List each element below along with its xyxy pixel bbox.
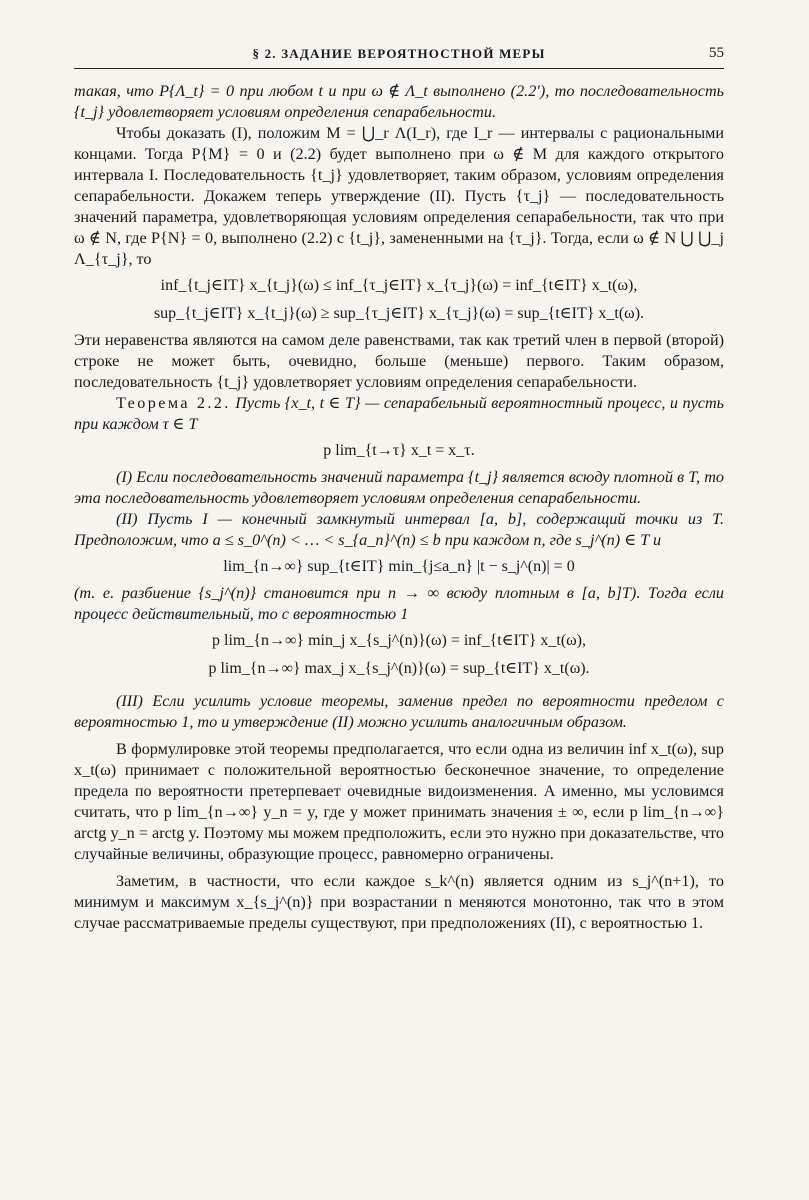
formula-line: p lim_{n→∞} min_j x_{s_j^(n)}(ω) = inf_{t∈IT} x_t(ω), bbox=[212, 632, 586, 649]
theorem-statement bbox=[74, 393, 724, 435]
theorem-part-i: (I) Если последовательность значений параметра {t_j} является всюду плотной в T, то эта последовательность удовлетворяет условиям определения сепарабельности. bbox=[74, 468, 724, 507]
paragraph-4: В формулировке этой теоремы предполагается, что если одна из величин inf x_t(ω), sup x_t(ω) принимает с положительной вероятностью бесконечное значение, то определение предела по вероятности претерпевает очевидные видоизменения. А именно, мы условимся считать, что p lim_{n→∞} y_n = y, где y может принимать значения ± ∞, если p lim_{n→∞} arctg y_n = arctg y. Поэтому мы можем предположить, если это нужно при доказательстве, что случайные величины, образующие процесс, равномерно ограничены. bbox=[74, 740, 724, 863]
page-header bbox=[74, 42, 724, 69]
theorem-intro: Пусть {x_t, t ∈ T} — сепарабельный вероятностный процесс, и пусть при каждом τ ∈ T bbox=[74, 394, 725, 433]
page-number: 55 bbox=[709, 45, 724, 61]
theorem-part-iii: (III) Если усилить условие теоремы, заменив предел по вероятности пределом с вероятностью 1, то и утверждение (II) можно усилить аналогичным образом. bbox=[74, 692, 724, 731]
formula-line: lim_{n→∞} sup_{t∈IT} min_{j≤a_n} |t − s_j^(n)| = 0 bbox=[223, 558, 575, 575]
formula-min-max bbox=[74, 631, 724, 679]
theorem-part-ii: (II) Пусть I — конечный замкнутый интервал [a, b], содержащий точки из T. Предположим, что a ≤ s_0^(n) < … < s_{a_n}^(n) ≤ b при каждом n, где s_j^(n) ∈ T и bbox=[74, 510, 724, 549]
paragraph-5: Заметим, в частности, что если каждое s_k^(n) является одним из s_j^(n+1), то минимум и максимум x_{s_j^(n)} при возрастании n меняются монотонно, так что в этом случае рассматриваемые пределы существуют, при предположениях (II), с вероятностью 1. bbox=[74, 872, 724, 932]
formula-line: sup_{t_j∈IT} x_{t_j}(ω) ≥ sup_{τ_j∈IT} x_{τ_j}(ω) = sup_{t∈IT} x_t(ω). bbox=[153, 305, 645, 322]
book-page bbox=[74, 42, 724, 934]
theorem-name: Теорема 2.2. bbox=[116, 394, 231, 412]
formula-inf-sup bbox=[74, 276, 724, 324]
formula-line: p lim_{t→τ} x_t = x_τ. bbox=[323, 442, 475, 459]
paragraph-1: такая, что P{Λ_t} = 0 при любом t и при ω ∉ Λ_t выполнено (2.2′), то последовательность {t_j} удовлетворяет условиям определения сепарабельности. bbox=[74, 82, 724, 121]
formula-lim-sup-min bbox=[74, 557, 724, 577]
paragraph-2: Чтобы доказать (I), положим M = ⋃_r Λ(I_r), где I_r — интервалы с рациональными концами. Тогда P{M} = 0 и (2.2) будет выполнено при ω ∉ M для каждого открытого интервала I. Последовательность {t_j} удовлетворяет, таким образом, условиям определения сепарабельности. Докажем теперь утверждение (II). Пусть {τ_j} — последовательность значений параметра, удовлетворяющая условиям определения сепарабельности, так что при ω ∉ N, где P{N} = 0, выполнено (2.2) с {t_j}, замененными на {τ_j}. Тогда, если ω ∉ N ⋃ ⋃_j Λ_{τ_j}, то bbox=[74, 124, 724, 268]
formula-plim bbox=[74, 441, 724, 461]
formula-line: p lim_{n→∞} max_j x_{s_j^(n)}(ω) = sup_{t∈IT} x_t(ω). bbox=[208, 660, 590, 677]
theorem-part-ii-continued: (т. е. разбиение {s_j^(n)} становится при n → ∞ всюду плотным в [a, b]T). Тогда если процесс действительный, то с вероятностью 1 bbox=[74, 584, 724, 623]
paragraph-3: Эти неравенства являются на самом деле равенствами, так как третий член в первой (второй) строке не может быть, очевидно, больше (меньше) первого. Таким образом, последовательность {t_j} удовлетворяет условиям определения сепарабельности. bbox=[74, 331, 724, 391]
running-title: § 2. ЗАДАНИЕ ВЕРОЯТНОСТНОЙ МЕРЫ bbox=[252, 46, 546, 61]
formula-line: inf_{t_j∈IT} x_{t_j}(ω) ≤ inf_{τ_j∈IT} x_{τ_j}(ω) = inf_{t∈IT} x_t(ω), bbox=[160, 277, 638, 294]
